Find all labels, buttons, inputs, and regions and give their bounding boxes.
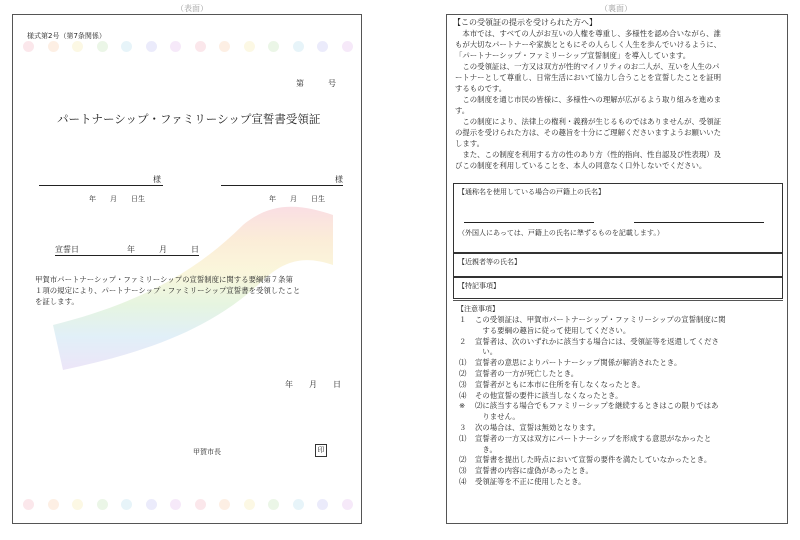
oath-date: 宣誓日 年 月 日 [55, 245, 199, 254]
decorative-dot [146, 499, 157, 510]
decorative-dot [170, 499, 181, 510]
certificate-body: 甲賀市パートナーシップ・ファミリーシップの宣誓制度に関する要綱第７条第 １項の規定により、パートナーシップ・ファミリーシップ宣誓書を受領したこと を証します。 [35, 275, 301, 306]
decorative-dot [48, 41, 59, 52]
decorative-dot [219, 41, 230, 52]
decorative-dot [72, 41, 83, 52]
note-item [459, 358, 781, 369]
decorative-dot [97, 41, 108, 52]
note-item [459, 326, 781, 337]
note-item [459, 391, 781, 402]
note-item [459, 423, 781, 434]
note-item [459, 434, 781, 445]
note-text: 宣誓者は、次のいずれかに該当する場合には、受領証等を返還してくださ [475, 336, 719, 346]
front-caption: （表面） [176, 4, 208, 13]
decorative-dot [195, 41, 206, 52]
decorative-dot [23, 499, 34, 510]
seal-box: 印 [315, 444, 327, 457]
note-text: その他宣誓の要件に該当しなくなったとき。 [475, 390, 623, 400]
decorative-dot [268, 499, 279, 510]
note-mark: ⑷ [459, 476, 467, 486]
decorative-dot [342, 41, 353, 52]
special-notes-title: 【特記事項】 [458, 282, 500, 290]
note-mark: ⑴ [459, 433, 467, 443]
decorative-dot [23, 41, 34, 52]
relatives-title: 【近親者等の氏名】 [458, 258, 521, 266]
decorative-dot [317, 499, 328, 510]
name-line-left [39, 185, 163, 186]
special-notes-box [453, 277, 783, 299]
note-item [459, 445, 781, 456]
section-title-presenters: 【この受領証の提示を受けられた方へ】 [453, 18, 597, 27]
note-mark: ⑶ [459, 379, 467, 389]
common-name-line-2 [634, 222, 764, 223]
issue-date: 年 月 日 [285, 380, 341, 389]
notes-list [459, 315, 781, 488]
decorative-dot [293, 499, 304, 510]
note-item [459, 401, 781, 412]
decorative-dot [268, 41, 279, 52]
note-text: 宣誓者の一方が死亡したとき。 [475, 368, 579, 378]
decorative-dot [72, 499, 83, 510]
note-item [459, 337, 781, 348]
note-item [459, 315, 781, 326]
certificate-number-label: 第 号 [296, 79, 336, 88]
note-item [459, 380, 781, 391]
note-item [459, 466, 781, 477]
note-text: き。 [475, 444, 497, 454]
back-caption: （裏面） [600, 4, 632, 13]
name-line-right [221, 185, 343, 186]
foreign-note: （外国人にあっては、戸籍上の氏名に準ずるものを記載します。） [458, 229, 664, 237]
note-mark: ⑵ [459, 455, 467, 465]
presenters-notice: 本市では、すべての人がお互いの人権を尊重し、多様性を認め合いながら、誰 もが大切なパートナーや家族とともにその人らしく人生を歩んでいけるように、 「パートナーシップ・ファミリーシップ宣誓制度」を導入しています。 この受領証は、一方又は双方が性的マイノリティのお二人が、互いを人生のパ ートナーとして尊重し、日常生活において協力し合うことを宣誓したことを証明 するものです。 この制度を通じ市民の皆様に、多様性への理解が広がるよう取り組みを進めま す。 この制度により、法律上の権利・義務が生じるものではありませんが、受領証 の提示を受けられた方は、その趣旨を十分にご理解くださいますようお願いいた します。 また、この制度を利用する方の性のあり方（性的指向、性自認及び性表現）及 びこの制度を利用していることを、本人の同意なく口外しないでください。 [455, 29, 722, 170]
relatives-box [453, 253, 783, 277]
common-name-line-1 [464, 222, 594, 223]
decorative-dot [170, 41, 181, 52]
decorative-dot [244, 41, 255, 52]
decorative-dot [219, 499, 230, 510]
note-item [459, 369, 781, 380]
note-item [459, 412, 781, 423]
common-name-title: 【通称名を使用している場合の戸籍上の氏名】 [458, 188, 605, 196]
note-item [459, 347, 781, 358]
decorative-dot [317, 41, 328, 52]
dot-border-bottom [13, 499, 361, 511]
decorative-dot [121, 41, 132, 52]
note-item [459, 477, 781, 488]
note-mark: ⑵ [459, 368, 467, 378]
note-text: 次の場合は、宣誓は無効となります。 [475, 422, 601, 432]
note-mark: ⑷ [459, 390, 467, 400]
decorative-dot [48, 499, 59, 510]
note-mark: ２ [459, 336, 467, 346]
note-text: この受領証は、甲賀市パートナーシップ・ファミリーシップの宣誓制度に関 [475, 315, 726, 324]
birthdate-right: 年 月 日生 [269, 195, 325, 203]
note-text: 宣誓者がともに本市に住所を有しなくなったとき。 [475, 379, 645, 389]
name-suffix-right: 様 [335, 175, 343, 184]
certificate-front [12, 14, 362, 524]
special-divider [453, 300, 783, 301]
notes-title: 【注意事項】 [457, 305, 499, 313]
form-number: 様式第2号（第7条関係） [27, 32, 106, 40]
decorative-dot [342, 499, 353, 510]
decorative-dot [244, 499, 255, 510]
name-suffix-left: 様 [153, 175, 161, 184]
decorative-dot [195, 499, 206, 510]
decorative-dot [293, 41, 304, 52]
note-text: い。 [475, 347, 498, 357]
dot-border-top [13, 41, 361, 53]
note-text: する要綱の趣旨に従って使用してください。 [475, 325, 631, 335]
note-mark: １ [459, 315, 467, 324]
note-text: 受領証等を不正に使用したとき。 [475, 476, 586, 486]
note-text: 宣誓書を提出した時点において宣誓の要件を満たしていなかったとき。 [475, 455, 712, 465]
note-mark: ※ [459, 401, 466, 411]
note-mark: ⑴ [459, 358, 467, 368]
birthdate-left: 年 月 日生 [89, 195, 145, 203]
mayor-title: 甲賀市長 [193, 448, 221, 456]
note-text: 宣誓書の内容に虚偽があったとき。 [475, 466, 593, 476]
decorative-dot [97, 499, 108, 510]
note-text: ⑵に該当する場合でもファミリーシップを継続するときはこの限りではあ [475, 401, 719, 411]
note-item [459, 455, 781, 466]
certificate-back [446, 14, 788, 524]
note-mark: ⑶ [459, 466, 467, 476]
decorative-dot [146, 41, 157, 52]
certificate-title: パートナーシップ・ファミリーシップ宣誓書受領証 [57, 112, 321, 126]
note-text: 宣誓者の意思によりパートナーシップ関係が解消されたとき。 [475, 358, 682, 368]
note-text: 宣誓者の一方又は双方にパートナーシップを形成する意思がなかったと [475, 433, 712, 443]
decorative-dot [121, 499, 132, 510]
common-name-box [453, 183, 783, 253]
note-text: りません。 [475, 412, 520, 422]
note-mark: ３ [459, 422, 467, 432]
